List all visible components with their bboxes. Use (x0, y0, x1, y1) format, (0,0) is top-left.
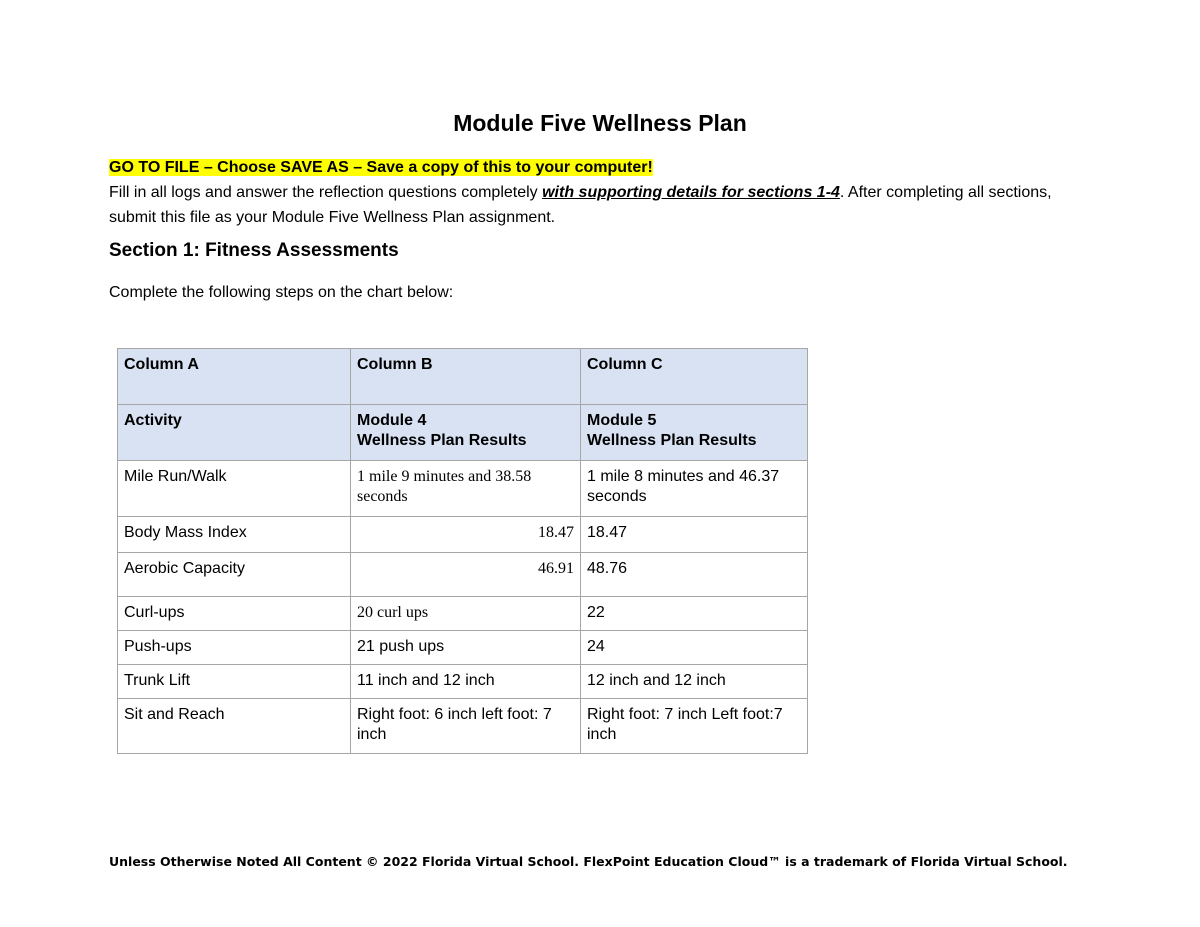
cell-module5: 18.47 (581, 517, 808, 553)
cell-module5: 22 (581, 597, 808, 631)
subheader-module4-line1: Module 4 (357, 412, 427, 429)
cell-module4: Right foot: 6 inch left foot: 7 inch (351, 699, 581, 754)
cell-module4: 1 mile 9 minutes and 38.58 seconds (351, 461, 581, 517)
header-column-c: Column C (581, 349, 808, 405)
cell-module4: 46.91 (351, 553, 581, 597)
cell-module4: 11 inch and 12 inch (351, 665, 581, 699)
fill-instruction-start: Fill in all logs and answer the reflection questions completely (109, 184, 543, 201)
header-column-a: Column A (118, 349, 351, 405)
fill-instruction-emphasis: with supporting details for sections 1-4 (542, 184, 840, 201)
table-row (118, 665, 808, 699)
save-instruction: GO TO FILE – Choose SAVE AS – Save a copy of this to your computer! (109, 159, 653, 176)
cell-activity: Trunk Lift (118, 665, 351, 699)
cell-module5: 24 (581, 631, 808, 665)
instructions-block (109, 155, 1099, 230)
cell-module4: 21 push ups (351, 631, 581, 665)
table-row (118, 699, 808, 754)
header-column-b: Column B (351, 349, 581, 405)
cell-activity: Push-ups (118, 631, 351, 665)
steps-text: Complete the following steps on the chart below: (109, 284, 454, 301)
cell-module5: Right foot: 7 inch Left foot:7 inch (581, 699, 808, 754)
copyright-footer: Unless Otherwise Noted All Content © 2022 Florida Virtual School. FlexPoint Education Cloud™ is a trademark of Florida Virtual School. (109, 854, 1068, 869)
cell-activity: Sit and Reach (118, 699, 351, 754)
cell-module5: 12 inch and 12 inch (581, 665, 808, 699)
cell-activity: Curl-ups (118, 597, 351, 631)
table-header-row (118, 349, 808, 405)
subheader-activity: Activity (118, 405, 351, 461)
table-row (118, 517, 808, 553)
subheader-module4-line2: Wellness Plan Results (357, 432, 527, 449)
table-row (118, 631, 808, 665)
table-subheader-row (118, 405, 808, 461)
cell-activity: Mile Run/Walk (118, 461, 351, 517)
table-row (118, 553, 808, 597)
cell-activity: Aerobic Capacity (118, 553, 351, 597)
cell-activity: Body Mass Index (118, 517, 351, 553)
cell-module4: 18.47 (351, 517, 581, 553)
subheader-module5 (581, 405, 808, 461)
cell-module5: 1 mile 8 minutes and 46.37 seconds (581, 461, 808, 517)
cell-module5: 48.76 (581, 553, 808, 597)
table-row (118, 597, 808, 631)
fitness-assessment-table (117, 348, 808, 754)
table-row (118, 461, 808, 517)
subheader-module4 (351, 405, 581, 461)
page-title: Module Five Wellness Plan (453, 110, 747, 136)
section-heading: Section 1: Fitness Assessments (109, 240, 399, 261)
fill-instruction-end: . After completing all sections, submit this file as your Module Five Wellness Plan assignment. (109, 184, 1052, 226)
subheader-module5-line1: Module 5 (587, 412, 657, 429)
cell-module4: 20 curl ups (351, 597, 581, 631)
subheader-module5-line2: Wellness Plan Results (587, 432, 757, 449)
